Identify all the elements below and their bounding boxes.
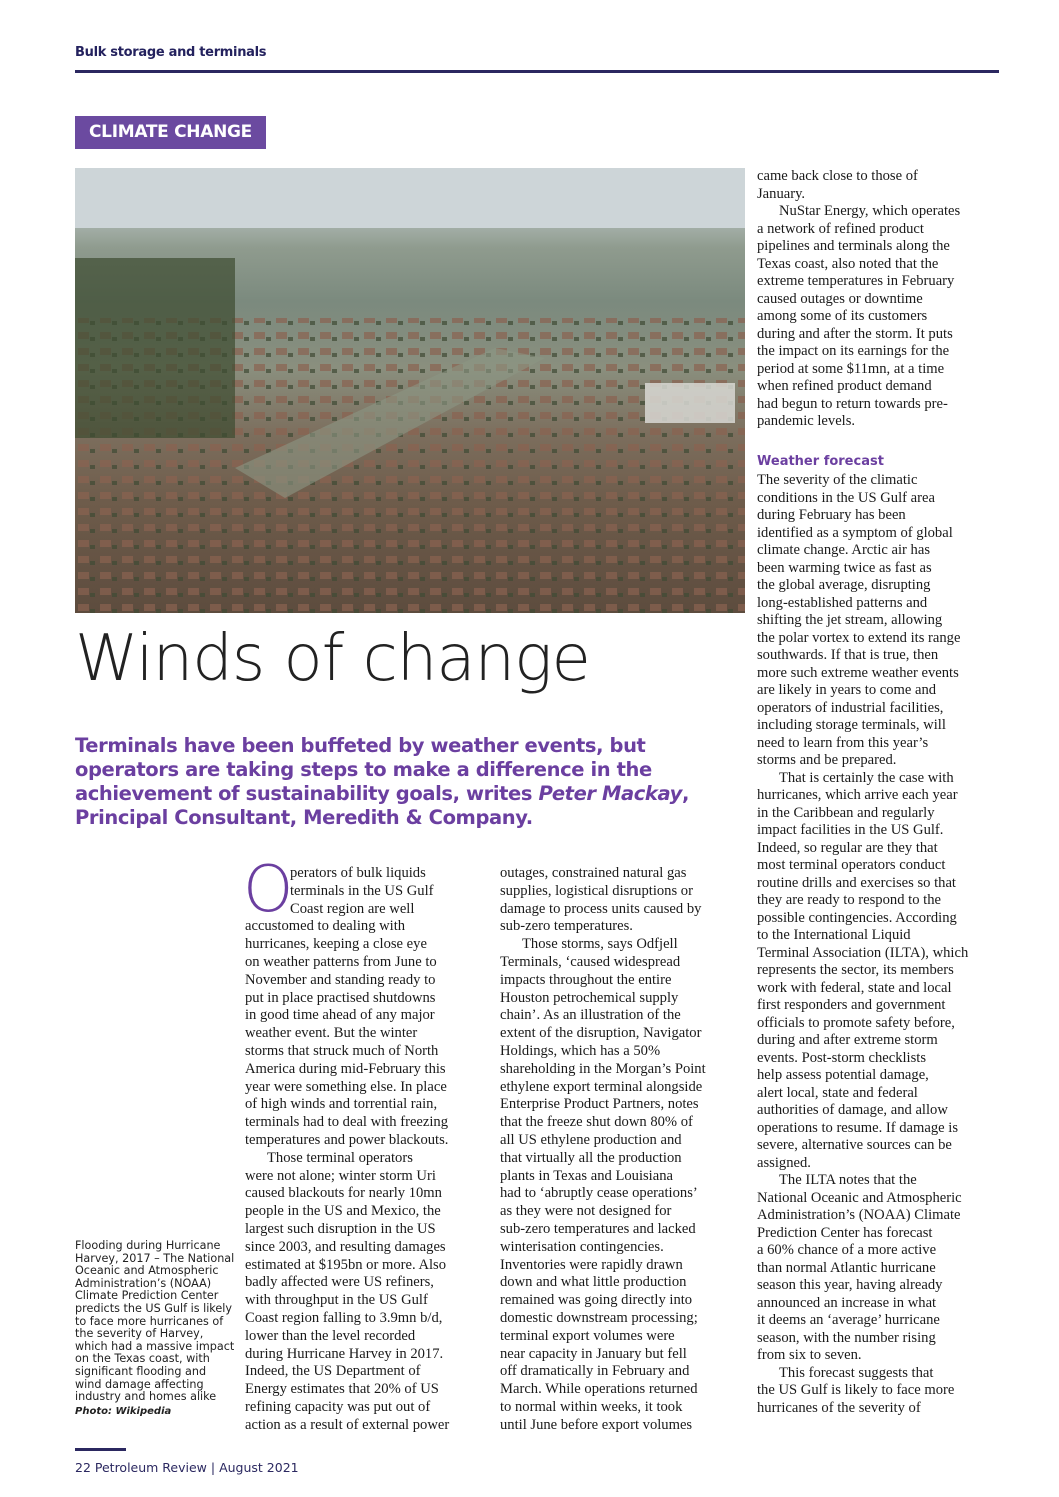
text-line: are likely in years to come and <box>757 682 937 698</box>
text-line: Inventories were rapidly drawn <box>500 1256 683 1273</box>
text-line: Those storms, says Odfjell <box>522 936 678 953</box>
text-line: southwards. If that is true, then <box>757 647 939 663</box>
text-line: season, with the number rising <box>757 1329 936 1346</box>
text-line: with throughput in the US Gulf <box>245 1292 428 1309</box>
text-line: help assess potential damage, <box>757 1067 929 1083</box>
text-line: need to learn from this year’s <box>757 734 929 751</box>
text-line: during February has been <box>757 507 906 523</box>
text-line: to normal within weeks, it took <box>500 1398 683 1415</box>
article-title: Winds of change <box>75 622 590 696</box>
text-line: including storage terminals, will <box>757 717 946 733</box>
text-line: lower than the level recorded <box>245 1327 416 1344</box>
text-line: plants in Texas and Louisiana <box>500 1167 673 1184</box>
text-line: The ILTA notes that the <box>779 1172 917 1188</box>
text-line: This forecast suggests that <box>779 1364 934 1381</box>
text-line: that the freeze shut down 80% of <box>500 1114 693 1131</box>
text-line: represents the sector, its members <box>757 962 954 978</box>
text-line: Those terminal operators <box>267 1149 413 1166</box>
text-line: it deems an ‘average’ hurricane <box>757 1312 940 1328</box>
caption-text: Flooding during Hurricane Harvey, 2017 – The National Oceanic and Atmospheric Administration’s (NOAA) Climate Prediction Center predicts the US Gulf is likely to face more hurricanes of the severity of Harvey, which had a massive impact on the Texas coast, with significant flooding and wind damage affecting industry and homes alike <box>75 1239 235 1404</box>
text-line: more such extreme weather events <box>757 664 959 681</box>
text-line: possible contingencies. According <box>757 909 957 926</box>
text-line: had begun to return towards pre- <box>757 395 948 412</box>
text-line: routine drills and exercises so that <box>757 874 956 891</box>
text-line: refining capacity was put out of <box>245 1398 431 1415</box>
text-line: as they were not designed for <box>500 1203 672 1220</box>
text-line: when refined product demand <box>757 378 932 394</box>
text-line: impacts throughout the entire <box>500 971 672 988</box>
text-line: January. <box>757 185 806 202</box>
text-line: pipelines and terminals along the <box>757 238 950 254</box>
text-line: extreme temperatures in February <box>757 273 955 289</box>
text-line: pandemic levels. <box>757 413 856 429</box>
text-line: identified as a symptom of global <box>757 524 953 541</box>
text-line: the global average, disrupting <box>757 577 931 593</box>
standfirst-text-end: , Principal Consultant, Meredith & Company. <box>75 782 689 829</box>
text-line: The severity of the climatic <box>757 472 918 488</box>
text-line: a network of refined product <box>757 220 924 237</box>
text-line: ethylene export terminal alongside <box>500 1078 703 1095</box>
text-line: damage to process units caused by <box>500 900 702 917</box>
text-line: officials to promote safety before, <box>757 1014 955 1031</box>
text-line: Terminals, ‘caused widespread <box>500 953 681 970</box>
text-line: all US ethylene production and <box>500 1131 682 1148</box>
text-line: to the International Liquid <box>757 927 911 943</box>
text-line: off dramatically in February and <box>500 1363 690 1380</box>
subheading-weather-forecast: Weather forecast <box>757 454 884 469</box>
body-column-3-bottom <box>757 472 968 1417</box>
text-line: the US Gulf is likely to face more <box>757 1382 955 1398</box>
section-header: Bulk storage and terminals <box>75 45 267 60</box>
text-line: during and after the storm. It puts <box>757 325 953 342</box>
text-line: domestic downstream processing; <box>500 1309 698 1326</box>
text-line: winterisation contingencies. <box>500 1238 664 1255</box>
text-line: Enterprise Product Partners, notes <box>500 1096 699 1113</box>
text-line: storms that struck much of North <box>245 1042 439 1059</box>
text-line: That is certainly the case with <box>779 769 954 786</box>
footer-rule <box>75 1448 126 1451</box>
author-name: Peter Mackay <box>538 782 682 805</box>
text-line: events. Post-storm checklists <box>757 1049 927 1066</box>
text-line: in the Caribbean and regularly <box>757 804 935 821</box>
text-line: America during mid-February this <box>245 1060 446 1077</box>
flood-photo <box>75 168 745 613</box>
text-line: NuStar Energy, which operates <box>779 203 961 219</box>
text-line: action as a result of external power <box>245 1416 450 1433</box>
header-rule <box>75 70 999 73</box>
text-line: during Hurricane Harvey in 2017. <box>245 1345 444 1362</box>
text-line: most terminal operators conduct <box>757 857 946 873</box>
text-line: temperatures and power blackouts. <box>245 1131 449 1148</box>
text-line: impact facilities in the US Gulf. <box>757 822 944 838</box>
text-line: storms and be prepared. <box>757 752 897 768</box>
text-line: terminals had to deal with freezing <box>245 1114 449 1131</box>
text-line: Houston petrochemical supply <box>500 989 679 1006</box>
text-line: November and standing ready to <box>245 971 436 988</box>
text-line: the impact on its earnings for the <box>757 343 950 359</box>
text-line: shareholding in the Morgan’s Point <box>500 1060 706 1077</box>
text-line: accustomed to dealing with <box>245 918 406 935</box>
text-line: caused blackouts for nearly 10mn <box>245 1185 442 1202</box>
text-line: until June before export volumes <box>500 1416 693 1433</box>
page-footer: 22 Petroleum Review | August 2021 <box>75 1460 299 1475</box>
text-line: badly affected were US refiners, <box>245 1274 434 1291</box>
text-line: from six to seven. <box>757 1347 862 1363</box>
text-line: that virtually all the production <box>500 1149 682 1166</box>
text-line: among some of its customers <box>757 308 928 324</box>
text-line: Prediction Center has forecast <box>757 1224 933 1241</box>
text-line: hurricanes, keeping a close eye <box>245 936 427 953</box>
text-line: outages, constrained natural gas <box>500 865 687 881</box>
drop-cap: O <box>243 853 294 927</box>
text-line: than normal Atlantic hurricane <box>757 1259 936 1276</box>
text-line: year were something else. In place <box>245 1078 447 1095</box>
photo-caption <box>75 1240 235 1418</box>
text-line: operations to resume. If damage is <box>757 1119 959 1136</box>
text-line: Terminal Association (ILTA), which <box>757 944 969 961</box>
text-line: remained was going directly into <box>500 1292 693 1309</box>
text-line: Texas coast, also noted that the <box>757 255 939 272</box>
text-line: terminals in the US Gulf <box>290 882 434 899</box>
text-line: a 60% chance of a more active <box>757 1242 937 1258</box>
text-line: alert local, state and federal <box>757 1084 918 1101</box>
photo-credit: Photo: Wikipedia <box>75 1405 172 1417</box>
text-line: put in place practised shutdowns <box>245 989 436 1006</box>
text-line: largest such disruption in the US <box>245 1220 436 1237</box>
text-line: season this year, having already <box>757 1277 943 1293</box>
text-line: had to ‘abruptly cease operations’ <box>500 1185 698 1202</box>
text-line: operators of industrial facilities, <box>757 699 944 716</box>
text-line: Administration’s (NOAA) Climate <box>757 1207 961 1223</box>
text-line: Indeed, the US Department of <box>245 1363 421 1380</box>
photo-illustration <box>75 168 745 613</box>
text-line: came back close to those of <box>757 168 918 184</box>
text-line: Energy estimates that 20% of US <box>245 1381 439 1398</box>
category-tag: CLIMATE CHANGE <box>75 116 266 149</box>
text-line: caused outages or downtime <box>757 290 923 307</box>
text-line: chain’. As an illustration of the <box>500 1007 681 1024</box>
text-line: National Oceanic and Atmospheric <box>757 1189 962 1206</box>
text-line: in good time ahead of any major <box>245 1007 435 1024</box>
text-line: climate change. Arctic air has <box>757 542 931 558</box>
text-line: Coast region falling to 3.9mn b/d, <box>245 1309 443 1326</box>
text-line: hurricanes of the severity of <box>757 1399 921 1416</box>
text-line: severe, alternative sources can be <box>757 1137 952 1153</box>
text-line: Indeed, so regular are they that <box>757 839 938 856</box>
text-line: terminal export volumes were <box>500 1327 675 1344</box>
text-line: assigned. <box>757 1154 811 1171</box>
text-line: March. While operations returned <box>500 1381 698 1398</box>
text-line: weather event. But the winter <box>245 1025 418 1042</box>
text-line: since 2003, and resulting damages <box>245 1238 446 1255</box>
standfirst <box>75 734 755 830</box>
body-column-3-top <box>757 168 960 431</box>
text-line: hurricanes, which arrive each year <box>757 787 958 803</box>
text-line: conditions in the US Gulf area <box>757 489 935 506</box>
text-line: were not alone; winter storm Uri <box>245 1167 436 1184</box>
text-line: estimated at $195bn or more. Also <box>245 1256 447 1273</box>
text-line: of high winds and torrential rain, <box>245 1096 438 1113</box>
text-line: down and what little production <box>500 1274 687 1291</box>
text-line: announced an increase in what <box>757 1294 937 1311</box>
text-line: during and after extreme storm <box>757 1032 938 1048</box>
text-line: period at some $11mn, at a time <box>757 360 945 377</box>
text-line: the polar vortex to extend its range <box>757 629 961 646</box>
text-line: Coast region are well <box>290 900 415 917</box>
text-line: supplies, logistical disruptions or <box>500 882 693 899</box>
text-line: they are ready to respond to the <box>757 892 941 908</box>
standfirst-text: Terminals have been buffeted by weather events, but operators are taking steps to make a difference in the achievement of sustainability goals, writes <box>75 734 652 805</box>
text-line: people in the US and Mexico, the <box>245 1203 441 1220</box>
text-line: extent of the disruption, Navigator <box>500 1025 702 1042</box>
text-line: perators of bulk liquids <box>290 865 426 881</box>
body-column-1 <box>245 865 449 1435</box>
text-line: sub-zero temperatures and lacked <box>500 1220 696 1237</box>
text-line: sub-zero temperatures. <box>500 918 633 935</box>
text-line: work with federal, state and local <box>757 979 952 996</box>
text-line: on weather patterns from June to <box>245 953 437 970</box>
body-column-2 <box>500 865 706 1435</box>
text-line: been warming twice as fast as <box>757 559 932 576</box>
text-line: authorities of damage, and allow <box>757 1102 948 1118</box>
text-line: near capacity in January but fell <box>500 1345 687 1362</box>
text-line: long-established patterns and <box>757 594 928 611</box>
text-line: shifting the jet stream, allowing <box>757 612 943 628</box>
text-line: first responders and government <box>757 997 946 1013</box>
text-line: Holdings, which has a 50% <box>500 1042 661 1059</box>
